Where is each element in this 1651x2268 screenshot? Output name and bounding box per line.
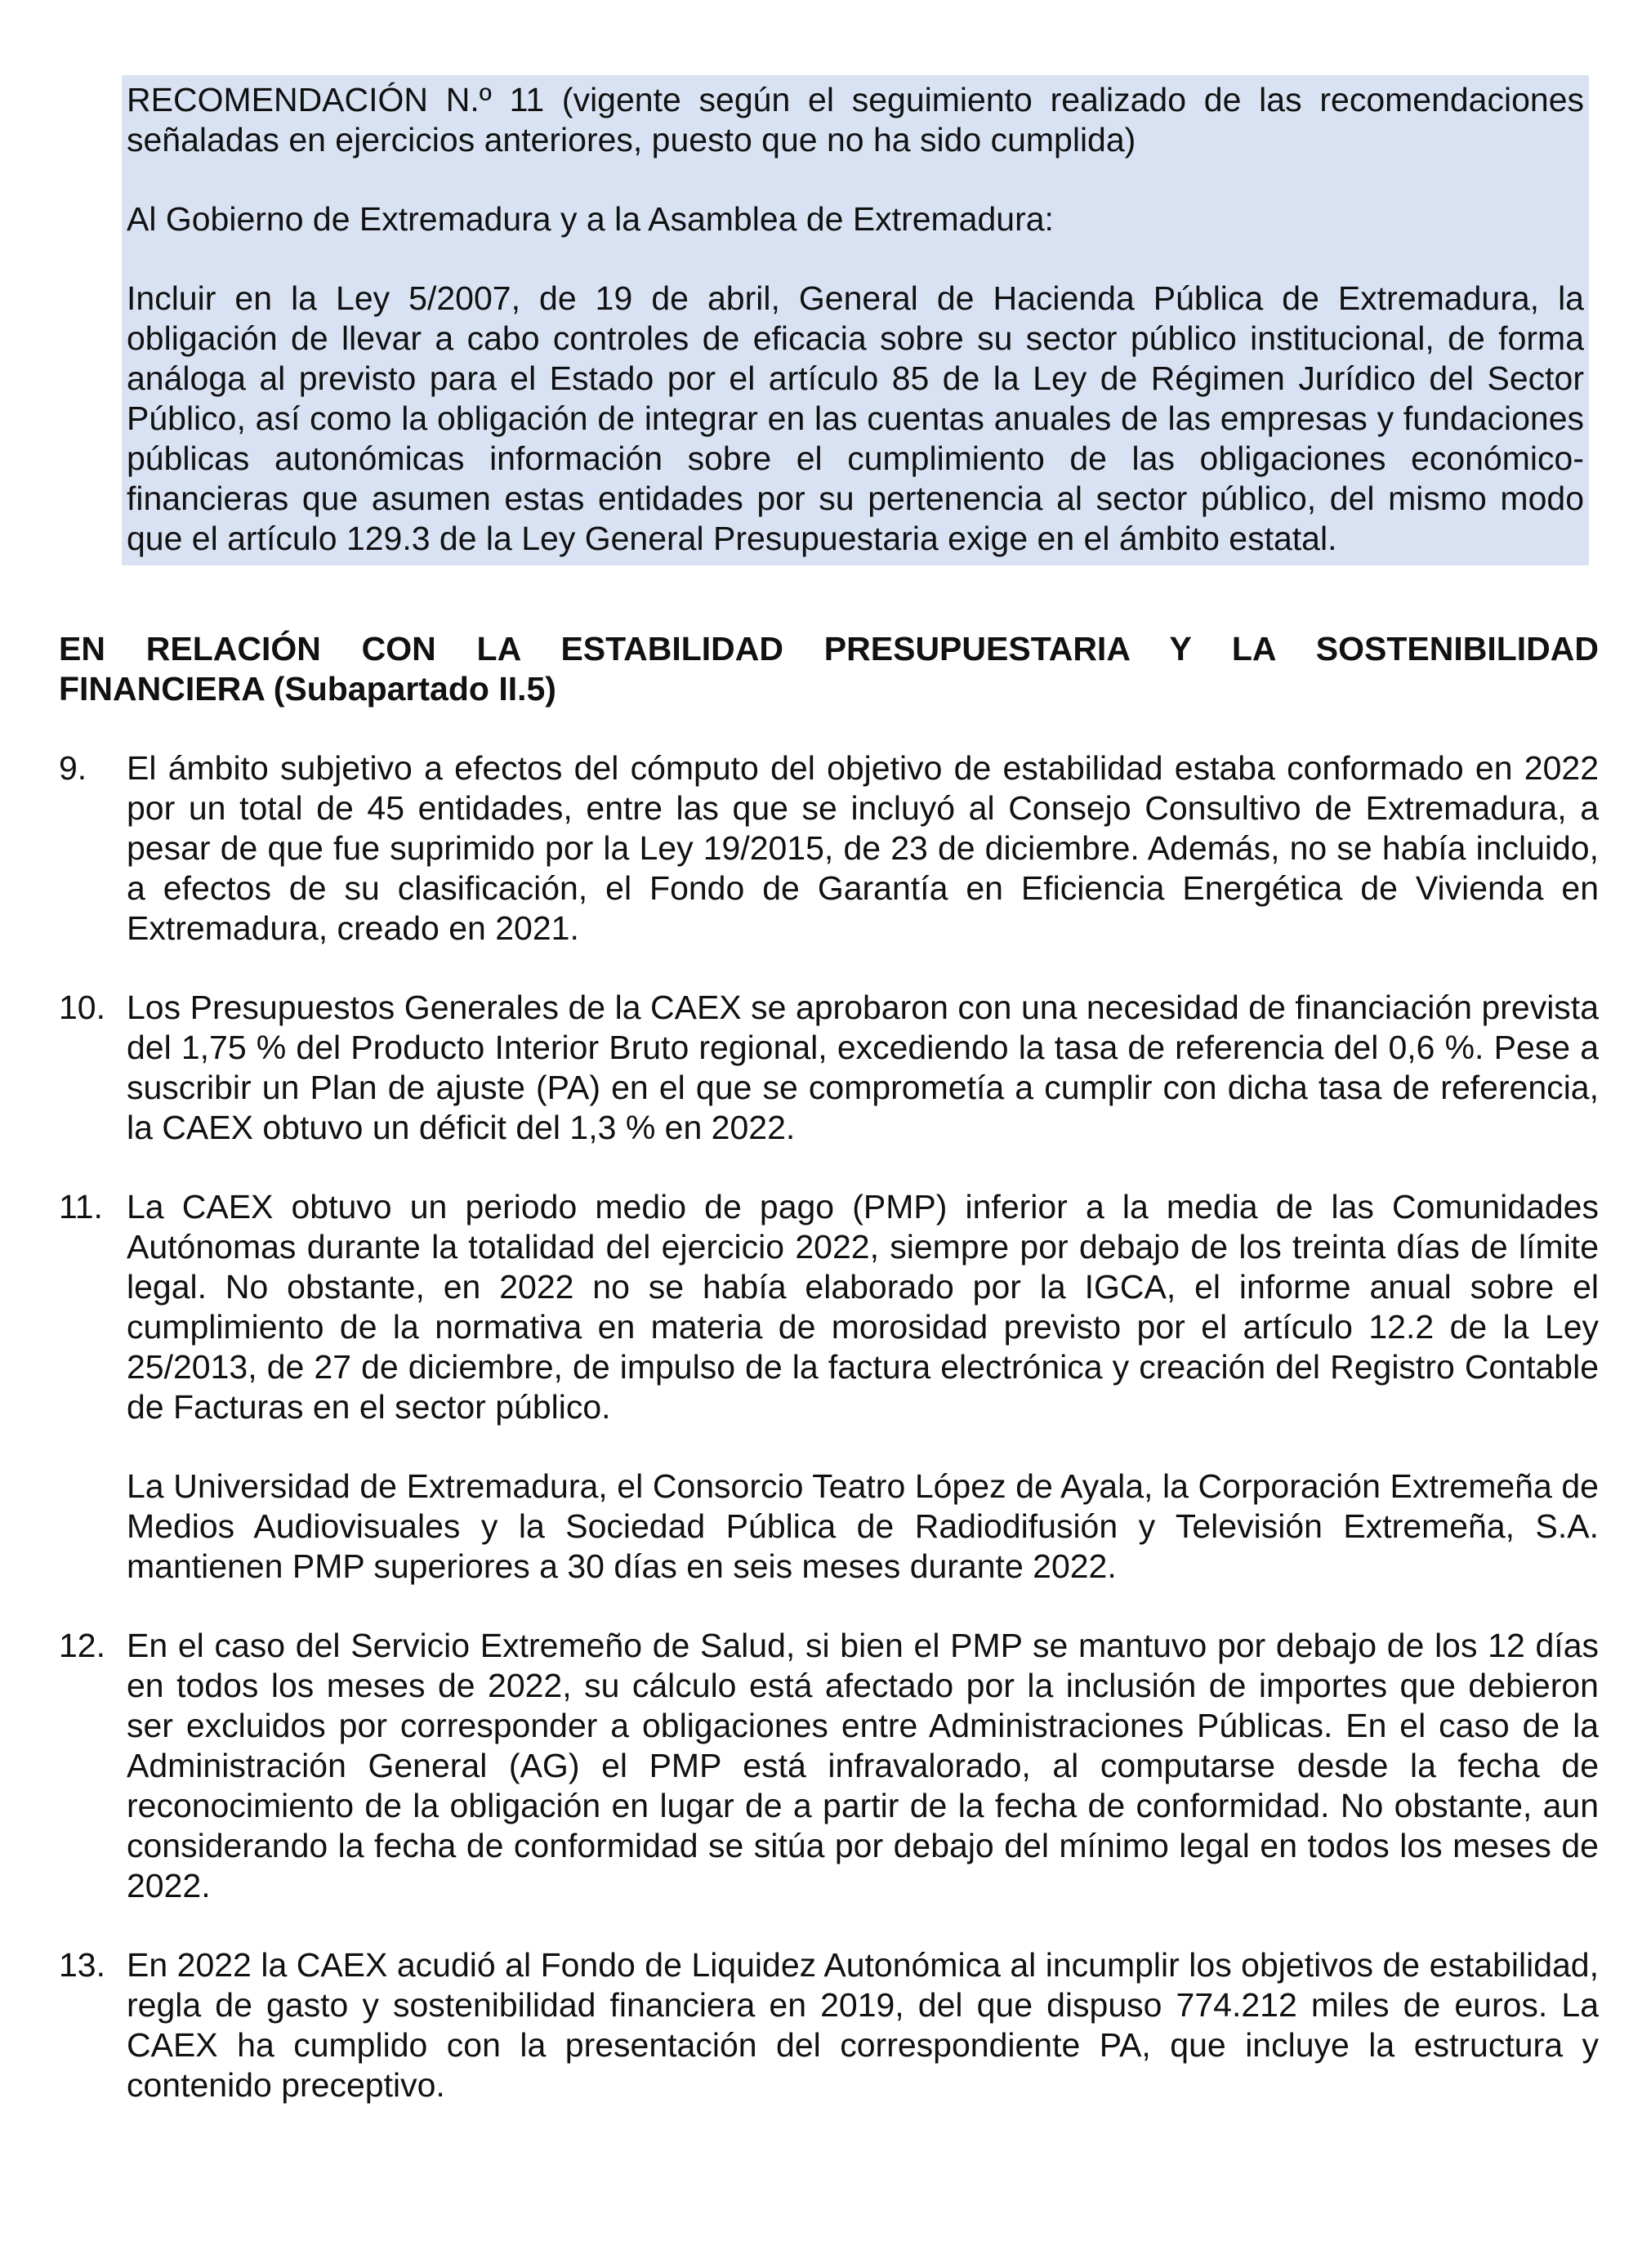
item-number: 13. bbox=[59, 1946, 105, 1984]
list-item bbox=[59, 1626, 1599, 1906]
item-paragraph: Los Presupuestos Generales de la CAEX se aprobaron con una necesidad de financiación prevista del 1,75 % del Producto Interior Bruto regional, excediendo la tasa de referencia del 0,6 %. Pese a suscribir un Plan de ajuste (PA) en el que se comprometía a cumplir con dicha tasa de referencia, la CAEX obtuvo un déficit del 1,3 % en 2022. bbox=[127, 989, 1599, 1146]
item-number: 9. bbox=[59, 749, 87, 787]
document-page bbox=[59, 75, 1599, 2145]
list-item bbox=[59, 988, 1599, 1148]
item-paragraph: En el caso del Servicio Extremeño de Salud, si bien el PMP se mantuvo por debajo de los 12 días en todos los meses de 2022, su cálculo está afectado por la inclusión de importes que debieron ser excluidos por corresponder a obligaciones entre Administraciones Públicas. En el caso de la Administración General (AG) el PMP está infravalorado, al computarse desde la fecha de reconocimiento de la obligación en lugar de a partir de la fecha de conformidad. No obstante, aun considerando la fecha de conformidad se sitúa por debajo del mínimo legal en todos los meses de 2022. bbox=[127, 1627, 1599, 1904]
item-paragraph: La CAEX obtuvo un periodo medio de pago (PMP) inferior a la media de las Comunidades Autónomas durante la totalidad del ejercicio 2022, siempre por debajo de los treinta días de límite legal. No obstante, en 2022 no se había elaborado por la IGCA, el informe anual sobre el cumplimiento de la normativa en materia de morosidad previsto por el artículo 12.2 de la Ley 25/2013, de 27 de diciembre, de impulso de la factura electrónica y creación del Registro Contable de Facturas en el sector público. bbox=[127, 1188, 1599, 1426]
section-heading bbox=[59, 629, 1599, 709]
recommendation-title: RECOMENDACIÓN N.º 11 (vigente según el seguimiento realizado de las recomendaciones señaladas en ejercicios anteriores, puesto que no ha sido cumplida) bbox=[127, 81, 1584, 158]
item-number: 12. bbox=[59, 1627, 105, 1664]
findings-list bbox=[59, 748, 1599, 2105]
list-item bbox=[59, 748, 1599, 949]
section-heading-line1: EN RELACIÓN CON LA ESTABILIDAD PRESUPUESTARIA Y LA SOSTENIBILIDAD bbox=[59, 630, 1599, 667]
list-item bbox=[59, 1187, 1599, 1587]
recommendation-body: Incluir en la Ley 5/2007, de 19 de abril, General de Hacienda Pública de Extremadura, la obligación de llevar a cabo controles de eficacia sobre su sector público institucional, de forma análoga al previsto para el Estado por el artículo 85 de la Ley de Régimen Jurídico del Sector Público, así como la obligación de integrar en las cuentas anuales de las empresas y fundaciones públicas autonómicas información sobre el cumplimiento de las obligaciones económico-financieras que asumen estas entidades por su pertenencia al sector público, del mismo modo que el artículo 129.3 de la Ley General Presupuestaria exige en el ámbito estatal. bbox=[127, 279, 1584, 557]
list-item bbox=[59, 1945, 1599, 2105]
item-paragraph: El ámbito subjetivo a efectos del cómputo del objetivo de estabilidad estaba conformado en 2022 por un total de 45 entidades, entre las que se incluyó al Consejo Consultivo de Extremadura, a pesar de que fue suprimido por la Ley 19/2015, de 23 de diciembre. Además, no se había incluido, a efectos de su clasificación, el Fondo de Garantía en Eficiencia Energética de Vivienda en Extremadura, creado en 2021. bbox=[127, 749, 1599, 947]
item-paragraph: La Universidad de Extremadura, el Consorcio Teatro López de Ayala, la Corporación Extremeña de Medios Audiovisuales y la Sociedad Pública de Radiodifusión y Televisión Extremeña, S.A. mantienen PMP superiores a 30 días en seis meses durante 2022. bbox=[127, 1467, 1599, 1585]
item-number: 11. bbox=[59, 1188, 103, 1226]
recommendation-box bbox=[122, 75, 1589, 565]
section-heading-line2: FINANCIERA (Subapartado II.5) bbox=[59, 670, 556, 708]
item-paragraph: En 2022 la CAEX acudió al Fondo de Liquidez Autonómica al incumplir los objetivos de estabilidad, regla de gasto y sostenibilidad financiera en 2019, del que dispuso 774.212 miles de euros. La CAEX ha cumplido con la presentación del correspondiente PA, que incluye la estructura y contenido preceptivo. bbox=[127, 1946, 1599, 2104]
item-number: 10. bbox=[59, 989, 105, 1026]
recommendation-addressee: Al Gobierno de Extremadura y a la Asamblea de Extremadura: bbox=[127, 200, 1054, 238]
